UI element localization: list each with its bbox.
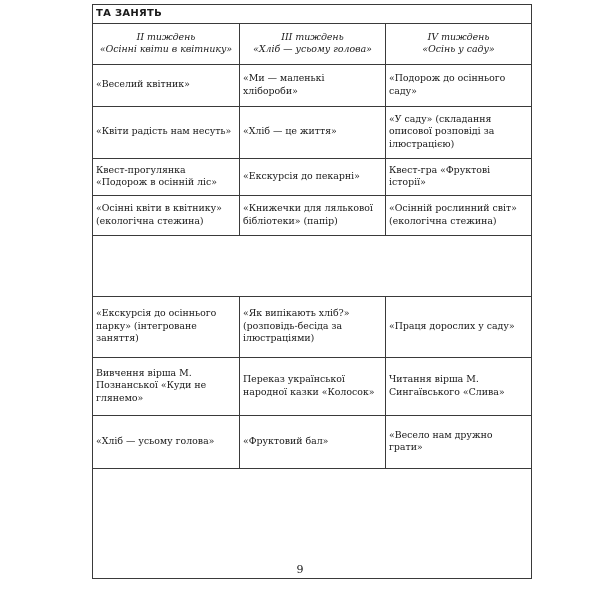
- table-cell: «Праця дорослих у саду»: [386, 297, 532, 358]
- table-cell: «Книжечки для лялькової бібліотеки» (папір): [240, 196, 386, 236]
- header-week-3: [240, 24, 386, 65]
- table-cell: «Осінній рослинний світ» (екологічна стежина): [386, 196, 532, 236]
- table-row: [93, 297, 532, 358]
- table-cell: «Екскурсія до пекарні»: [240, 159, 386, 196]
- title-row: [93, 5, 532, 24]
- table-cell: «Хліб — це життя»: [240, 107, 386, 159]
- table-cell: «Як випікають хліб?» (розповідь-бесіда за ілюстраціями): [240, 297, 386, 358]
- footer-blank-row: [93, 469, 532, 579]
- table-cell: Вивчення вірша М. Познанської «Куди не глянемо»: [93, 358, 240, 416]
- week-label: IV тиждень: [427, 31, 490, 43]
- table-cell: Квест-прогулянка «Подорож в осінній ліс»: [93, 159, 240, 196]
- table-cell: «Фруктовий бал»: [240, 416, 386, 469]
- table-row: [93, 196, 532, 236]
- week-label: II тиждень: [136, 31, 196, 43]
- header-week-4: [386, 24, 532, 65]
- table-cell: «Осінні квіти в квітнику» (екологічна стежина): [93, 196, 240, 236]
- table-row: [93, 358, 532, 416]
- blank-row: [93, 236, 532, 297]
- table-cell: «Подорож до осіннього саду»: [386, 65, 532, 107]
- table-row: [93, 159, 532, 196]
- table-title: ТА ЗАНЯТЬ: [93, 5, 532, 24]
- empty-cell: [93, 236, 532, 297]
- table-cell: «Квіти радість нам несуть»: [93, 107, 240, 159]
- table-cell: Переказ української народної казки «Колосок»: [240, 358, 386, 416]
- table-cell: Квест-гра «Фруктові історії»: [386, 159, 532, 196]
- empty-cell: [93, 469, 532, 579]
- header-week-2: [93, 24, 240, 65]
- table-cell: Читання вірша М. Сингаївського «Слива»: [386, 358, 532, 416]
- header-row: [93, 24, 532, 65]
- table-cell: «Екскурсія до осіннього парку» (інтегроване заняття): [93, 297, 240, 358]
- table-cell: «Ми — маленькі хлібороби»: [240, 65, 386, 107]
- week-label: III тиждень: [281, 31, 344, 43]
- table-cell: «Весело нам дружно грати»: [386, 416, 532, 469]
- table-cell: «Хліб — усьому голова»: [93, 416, 240, 469]
- page-number: 9: [296, 563, 304, 576]
- table-row: [93, 416, 532, 469]
- week-topic: «Осінь у саду»: [422, 44, 495, 55]
- activities-table: [92, 4, 532, 579]
- week-topic: «Хліб — усьому голова»: [253, 44, 372, 55]
- table-row: [93, 107, 532, 159]
- table-row: [93, 65, 532, 107]
- table-cell: «Веселий квітник»: [93, 65, 240, 107]
- table-cell: «У саду» (складання описової розповіді за ілюстрацією): [386, 107, 532, 159]
- week-topic: «Осінні квіти в квітнику»: [99, 44, 233, 55]
